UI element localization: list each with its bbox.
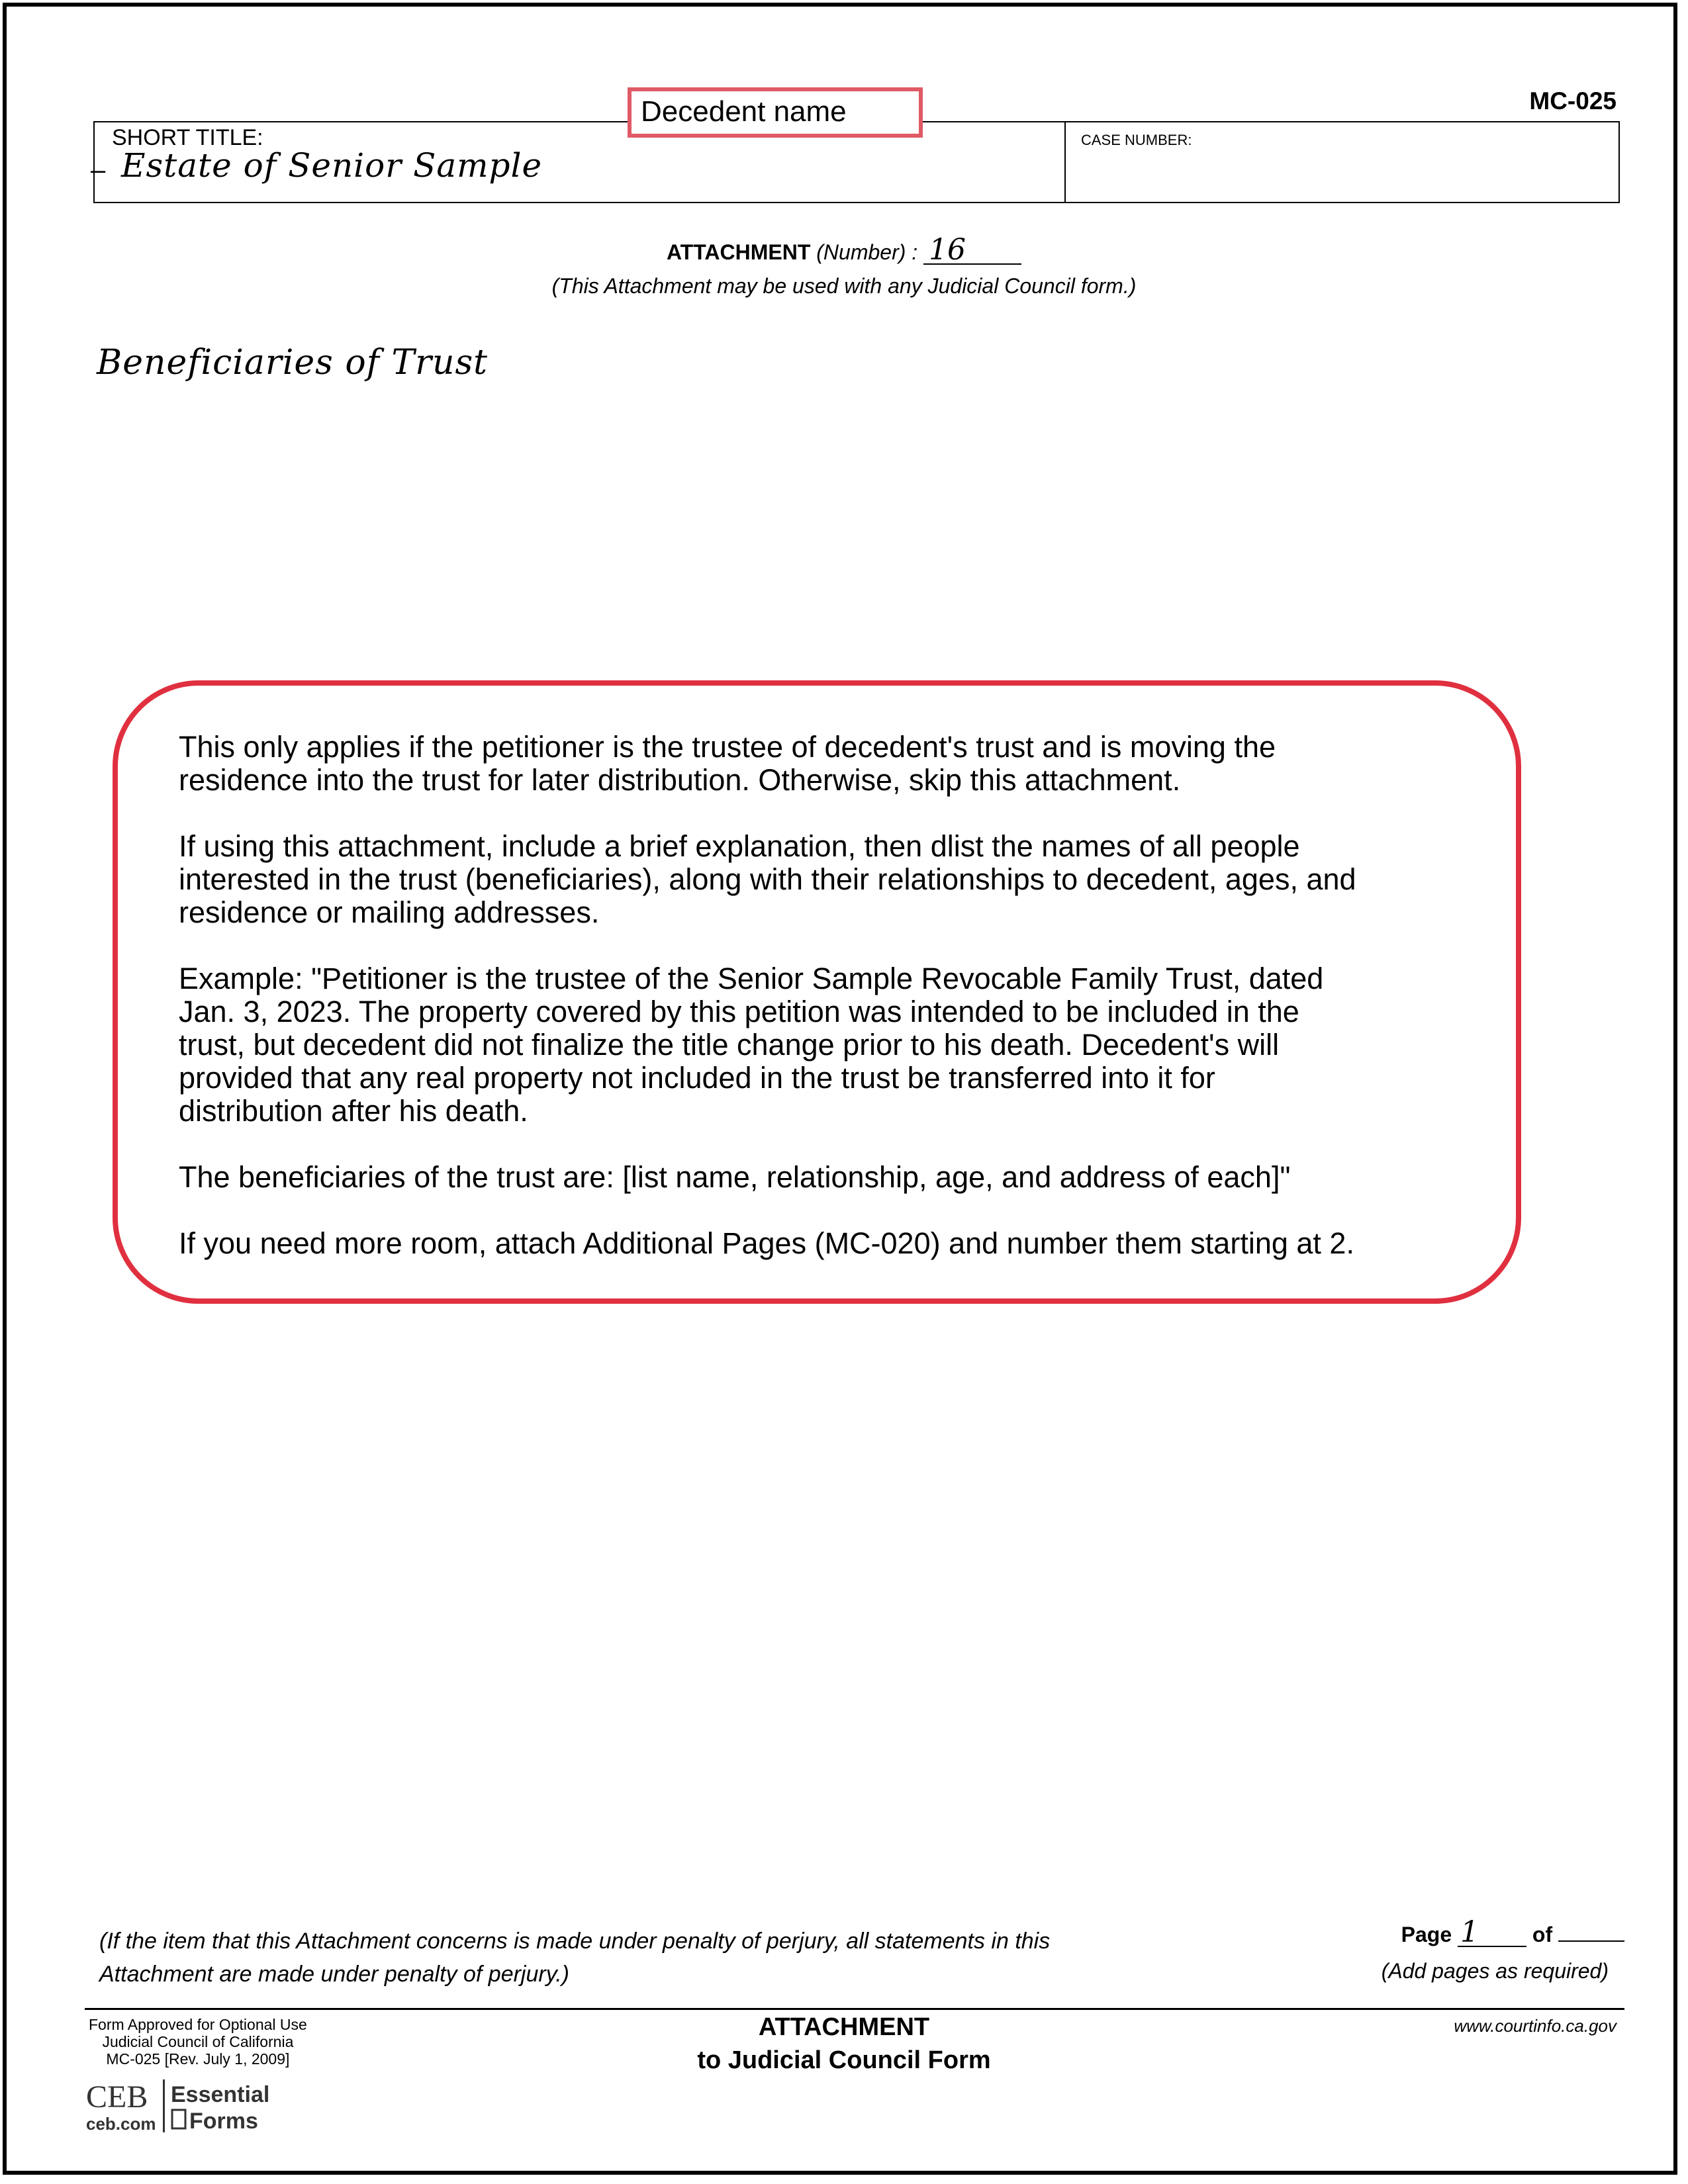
page-label: Page: [1401, 1923, 1452, 1946]
page-count: [1401, 1915, 1624, 1949]
decedent-name-callout: Decedent name: [628, 87, 923, 138]
document-icon: [172, 2110, 185, 2128]
total-pages-field[interactable]: [1558, 1921, 1624, 1942]
logo-ceb-text: CEB: [86, 2079, 148, 2115]
attachment-number-label: (Number) :: [816, 240, 918, 264]
attachment-note: (This Attachment may be used with any Judicial Council form.): [551, 274, 1137, 298]
logo-forms-text: Forms: [189, 2109, 258, 2134]
form-number: MC-025: [1529, 87, 1617, 114]
ceb-essential-forms-logo: [85, 2074, 297, 2138]
instructions-text: [179, 731, 1503, 1293]
approval-line: Judicial Council of California: [102, 2033, 294, 2050]
header-divider: [1064, 122, 1066, 202]
instruction-paragraph: If you need more room, attach Additional Pages (MC-020) and number them starting at 2.: [179, 1226, 1354, 1260]
content-heading[interactable]: Beneficiaries of Trust: [97, 343, 489, 383]
perjury-note: (If the item that this Attachment concerns is made under penalty of perjury, all statements in this Attachment are made under penalty of perjury.): [99, 1929, 1051, 1987]
website: www.courtinfo.ca.gov: [1454, 2016, 1617, 2036]
footer-title-line: to Judicial Council Form: [697, 2046, 991, 2074]
logo-essential-text: Essential: [171, 2082, 270, 2107]
instruction-paragraph: Example: "Petitioner is the trustee of the Senior Sample Revocable Family Trust, dated Jan. 3, 2023. The property covered by this petition was intended to be included in the trust, but decedent did not finalize the title change prior to his death. Decedent's will provided that any real property not included in the trust be transferred into it for distribution after his death.: [179, 962, 1324, 1128]
short-title-label: SHORT TITLE:: [112, 125, 263, 150]
case-number-label: CASE NUMBER:: [1081, 132, 1192, 148]
of-label: of: [1532, 1923, 1553, 1946]
instruction-paragraph: The beneficiaries of the trust are: [list name, relationship, age, and address of each]": [179, 1160, 1291, 1194]
attachment-number-field[interactable]: 16: [923, 237, 1021, 265]
footer-title: [0, 2011, 1688, 2077]
instruction-paragraph: If using this attachment, include a brief explanation, then dlist the names of all people interested in the trust (beneficiaries), along with their relationships to decedent, ages, and residence or mailing addresses.: [179, 829, 1356, 929]
approval-line: MC-025 [Rev. July 1, 2009]: [106, 2050, 290, 2068]
footer-title-line: ATTACHMENT: [758, 2013, 930, 2041]
short-title-field[interactable]: Estate of Senior Sample: [121, 146, 543, 185]
logo-divider: [163, 2079, 165, 2132]
add-pages-note: (Add pages as required): [1381, 1959, 1609, 1983]
page-number-field[interactable]: 1: [1458, 1919, 1526, 1947]
instruction-paragraph: This only applies if the petitioner is the trustee of decedent's trust and is moving the residence into the trust for later distribution. Otherwise, skip this attachment.: [179, 730, 1276, 797]
attachment-label: ATTACHMENT: [666, 240, 811, 264]
footer-divider: [85, 2008, 1624, 2010]
attachment-heading: [0, 233, 1688, 267]
approval-line: Form Approved for Optional Use: [89, 2016, 307, 2033]
short-title-dash: –: [91, 156, 106, 185]
logo-site-text: ceb.com: [86, 2114, 156, 2134]
